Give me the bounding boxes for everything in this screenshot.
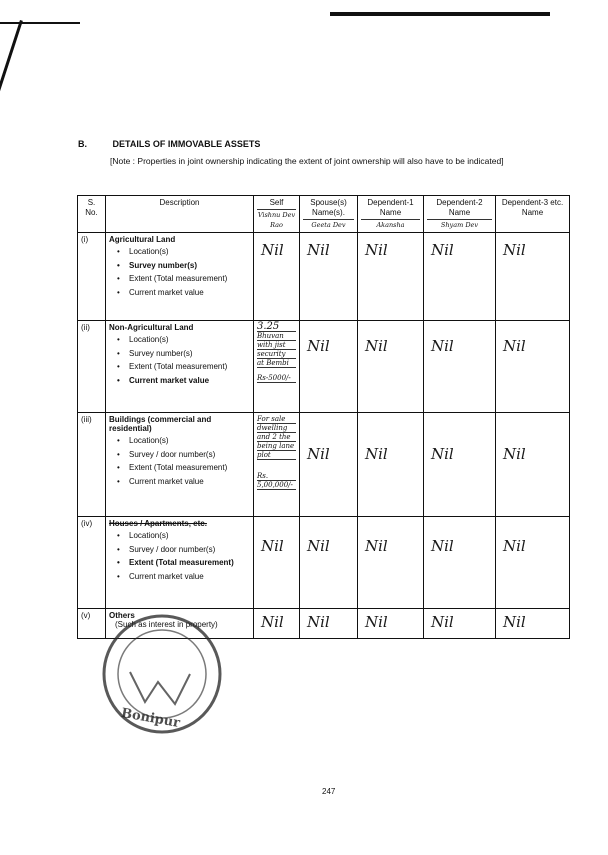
self-note-line: Rs. bbox=[257, 472, 296, 481]
self-note-line: plot bbox=[257, 451, 296, 460]
header-dependent-1 bbox=[358, 196, 424, 233]
row-items bbox=[109, 436, 250, 487]
self-value: Nil bbox=[261, 537, 284, 555]
section-number: B. bbox=[78, 139, 87, 149]
table-row-non-agricultural-land bbox=[78, 321, 570, 413]
immovable-assets-table bbox=[77, 195, 570, 639]
self-notes bbox=[254, 413, 300, 517]
row-title: Agricultural Land bbox=[109, 235, 176, 244]
row-subtitle: (Such as interest in property) bbox=[115, 620, 218, 629]
official-seal-stamp bbox=[80, 612, 245, 747]
list-item: • Survey / door number(s) bbox=[117, 545, 250, 556]
dep2-value: Nil bbox=[431, 337, 454, 355]
list-item: • Survey / door number(s) bbox=[117, 450, 250, 461]
row-title: Non-Agricultural Land bbox=[109, 323, 194, 332]
header-self-label: Self bbox=[269, 198, 284, 207]
self-notes bbox=[254, 321, 300, 413]
section-heading bbox=[78, 139, 260, 149]
header-description: Description bbox=[106, 196, 254, 233]
spouse-value: Nil bbox=[307, 613, 330, 631]
list-item: • Current market value bbox=[117, 376, 250, 387]
header-dependent-3: Dependent-3 etc. Name bbox=[496, 196, 570, 233]
dep2-value: Nil bbox=[431, 445, 454, 463]
header-spouse bbox=[300, 196, 358, 233]
list-item: • Current market value bbox=[117, 477, 250, 488]
header-spouse-label: Spouse(s) Name(s). bbox=[310, 198, 347, 217]
self-note-line: at Bembi bbox=[257, 359, 296, 368]
row-description bbox=[106, 321, 254, 413]
spouse-value: Nil bbox=[307, 445, 330, 463]
header-dep1-name: Akansha bbox=[361, 219, 420, 230]
self-note-line: Bhuvan bbox=[257, 332, 296, 341]
row-description bbox=[106, 413, 254, 517]
list-item: • Survey number(s) bbox=[117, 349, 250, 360]
self-value: Nil bbox=[261, 613, 284, 631]
header-spouse-name: Geeta Dev bbox=[303, 219, 354, 230]
seal-text: Bonipur bbox=[119, 705, 182, 731]
row-title: Others bbox=[109, 611, 135, 620]
dep1-value: Nil bbox=[365, 241, 388, 259]
self-note-line: 3.25 bbox=[257, 323, 296, 332]
list-item: • Extent (Total measurement) bbox=[117, 362, 250, 373]
table-header-row bbox=[78, 196, 570, 233]
header-sno: S. No. bbox=[78, 196, 106, 233]
spouse-value: Nil bbox=[307, 537, 330, 555]
list-item: • Location(s) bbox=[117, 335, 250, 346]
dep3-value: Nil bbox=[503, 337, 526, 355]
self-note-line: being lane bbox=[257, 442, 295, 450]
dep1-value: Nil bbox=[365, 445, 388, 463]
dep3-value: Nil bbox=[503, 537, 526, 555]
dep1-value: Nil bbox=[365, 613, 388, 631]
list-item: • Location(s) bbox=[117, 436, 250, 447]
spouse-value: Nil bbox=[307, 241, 330, 259]
dep3-value: Nil bbox=[503, 445, 526, 463]
dep1-value: Nil bbox=[365, 337, 388, 355]
list-item: • Current market value bbox=[117, 288, 250, 299]
table-row-houses bbox=[78, 517, 570, 609]
section-note: [Note : Properties in joint ownership indicating the extent of joint ownership will also have to be indicated] bbox=[110, 156, 504, 166]
scan-artifact-left-line bbox=[0, 20, 23, 164]
header-dep2-name: Shyam Dev bbox=[427, 219, 492, 230]
list-item: • Extent (Total measurement) bbox=[117, 274, 250, 285]
header-self bbox=[254, 196, 300, 233]
dep3-value: Nil bbox=[503, 613, 526, 631]
section-title: DETAILS OF IMMOVABLE ASSETS bbox=[112, 139, 261, 149]
self-note-line: with jist bbox=[257, 341, 296, 350]
row-items bbox=[109, 335, 250, 386]
row-items bbox=[109, 531, 250, 582]
dep2-value: Nil bbox=[431, 613, 454, 631]
row-description bbox=[106, 517, 254, 609]
scan-artifact-top-line bbox=[330, 12, 550, 16]
self-note-line: Rs-5000/- bbox=[257, 374, 296, 383]
self-note-line: and 2 the bbox=[257, 433, 296, 442]
header-dep1-label: Dependent-1 Name bbox=[367, 198, 414, 217]
self-value: Nil bbox=[261, 241, 284, 259]
dep3-value: Nil bbox=[503, 241, 526, 259]
header-dependent-2 bbox=[424, 196, 496, 233]
header-dep2-label: Dependent-2 Name bbox=[436, 198, 483, 217]
self-note-line: 5,00,000/- bbox=[257, 481, 296, 490]
row-items bbox=[109, 247, 250, 298]
row-sno: (iv) bbox=[78, 517, 106, 609]
list-item: • Extent (Total measurement) bbox=[117, 558, 250, 569]
row-description bbox=[106, 233, 254, 321]
self-note-line: dwelling bbox=[257, 424, 296, 433]
row-sno: (v) bbox=[78, 609, 106, 639]
self-note-line: For sale bbox=[257, 415, 296, 424]
list-item: • Location(s) bbox=[117, 531, 250, 542]
row-sno: (i) bbox=[78, 233, 106, 321]
list-item: • Survey number(s) bbox=[117, 261, 250, 272]
dep2-value: Nil bbox=[431, 241, 454, 259]
row-sno: (iii) bbox=[78, 413, 106, 517]
spouse-value: Nil bbox=[307, 337, 330, 355]
row-title: Buildings (commercial and residential) bbox=[109, 415, 212, 433]
table-row-agricultural-land bbox=[78, 233, 570, 321]
list-item: • Location(s) bbox=[117, 247, 250, 258]
page-number: 247 bbox=[322, 787, 336, 796]
table-row-buildings bbox=[78, 413, 570, 517]
dep1-value: Nil bbox=[365, 537, 388, 555]
scan-artifact-top-line-2 bbox=[0, 22, 80, 24]
self-note-line: security bbox=[257, 350, 296, 359]
row-sno: (ii) bbox=[78, 321, 106, 413]
row-title: Houses / Apartments, etc. bbox=[109, 519, 207, 528]
list-item: • Current market value bbox=[117, 572, 250, 583]
list-item: • Extent (Total measurement) bbox=[117, 463, 250, 474]
dep2-value: Nil bbox=[431, 537, 454, 555]
header-self-name: Vishnu Dev Rao bbox=[257, 211, 296, 229]
